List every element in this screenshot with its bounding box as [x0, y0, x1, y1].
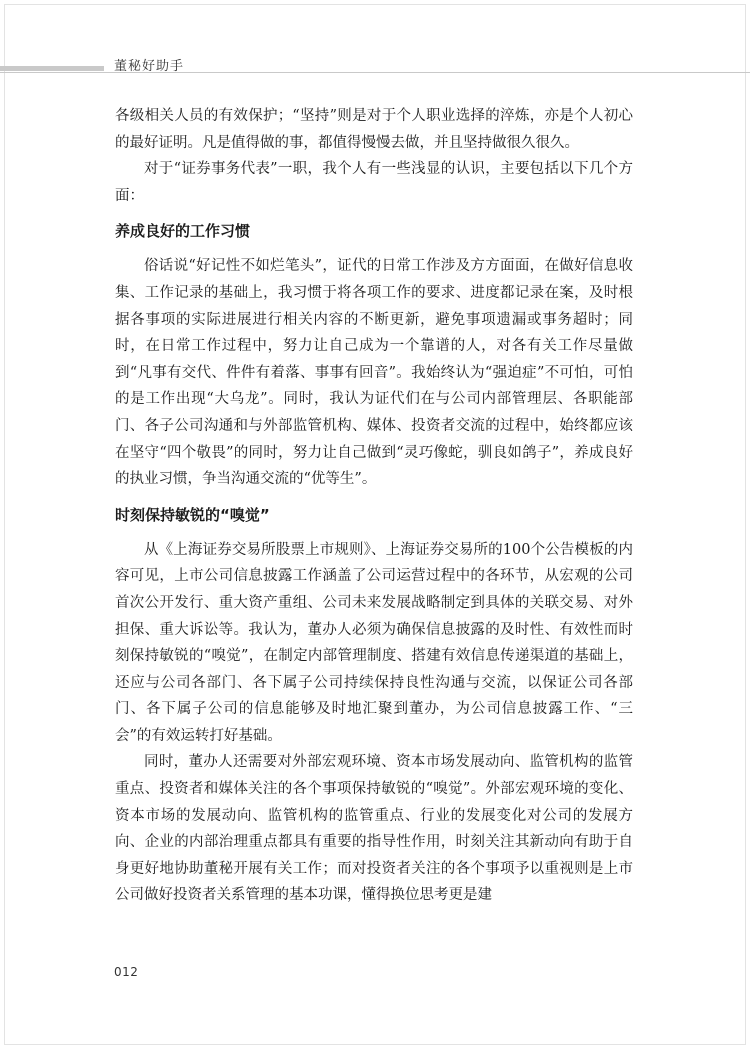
body-text — [115, 103, 633, 909]
header-rule — [0, 72, 750, 73]
paragraph-sensitivity-2: 同时，董办人还需要对外部宏观环境、资本市场发展动向、监管机构的监管重点、投资者和媒体关注的各个事项保持敏锐的“嗅觉”。外部宏观环境的变化、资本市场的发展动向、监管机构的监管重点、行业的发展变化对公司的发展方向、企业的内部治理重点都具有重要的指导性作用，时刻关注其新动向有助于自身更好地协助董秘开展有关工作；而对投资者关注的各个事项予以重视则是上市公司做好投资者关系管理的基本功课，懂得换位思考更是建 — [115, 754, 633, 904]
header-accent-bar — [0, 66, 104, 71]
paragraph-sensitivity-1: 从《上海证券交易所股票上市规则》、上海证券交易所的100个公告模板的内容可见，上市公司信息披露工作涵盖了公司运营过程中的各环节，从宏观的公司首次公开发行、重大资产重组、公司未来发展战略制定到具体的关联交易、对外担保、重大诉讼等。我认为，董办人必须为确保信息披露的及时性、有效性而时刻保持敏锐的“嗅觉”，在制定内部管理制度、搭建有效信息传递渠道的基础上，还应与公司各部门、各下属子公司持续保持良性沟通与交流，以保证公司各部门、各下属子公司的信息能够及时地汇聚到董办，为公司信息披露工作、“三会”的有效运转打好基础。 — [115, 541, 633, 744]
running-title: 董秘好助手 — [114, 59, 185, 74]
paragraph-work-habits: 俗话说“好记性不如烂笔头”，证代的日常工作涉及方方面面，在做好信息收集、工作记录的基础上，我习惯于将各项工作的要求、进度都记录在案，及时根据各事项的实际进展进行相关内容的不断更新，避免事项遗漏或事务超时；同时，在日常工作过程中，努力让自己成为一个靠谱的人，对各有关工作尽量做到“凡事有交代、件件有着落、事事有回音”。我始终认为“强迫症”不可怕，可怕的是工作出现“大乌龙”。同时，我认为证代们在与公司内部管理层、各职能部门、各子公司沟通和与外部监管机构、媒体、投资者交流的过程中，始终都应该在坚守“四个敬畏”的同时，努力让自己做到“灵巧像蛇，驯良如鸽子”，养成良好的执业习惯，争当沟通交流的“优等生”。 — [115, 258, 633, 488]
paragraph-intro: 对于“证券事务代表”一职，我个人有一些浅显的认识，主要包括以下几个方面： — [115, 161, 633, 204]
section-heading-sensitivity: 时刻保持敏锐的“嗅觉” — [115, 505, 270, 524]
section-heading-work-habits: 养成良好的工作习惯 — [115, 222, 251, 241]
page-number: 012 — [114, 965, 139, 979]
paragraph-intro-continued: 各级相关人员的有效保护；“坚持”则是对于个人职业选择的淬炼，亦是个人初心的最好证明。凡是值得做的事，都值得慢慢去做，并且坚持做很久很久。 — [115, 108, 633, 151]
